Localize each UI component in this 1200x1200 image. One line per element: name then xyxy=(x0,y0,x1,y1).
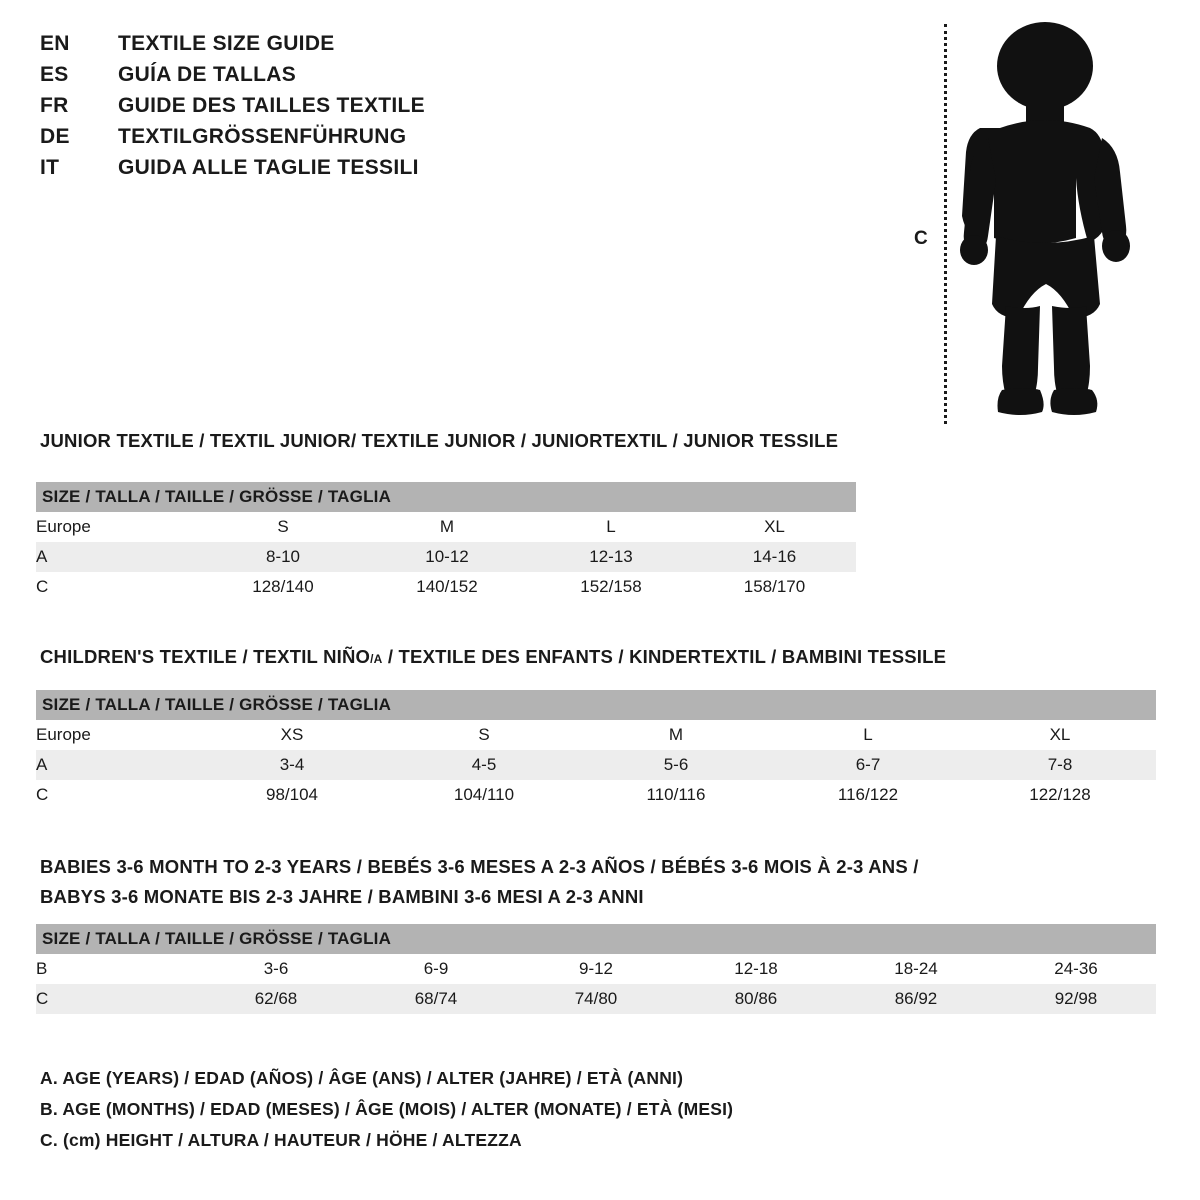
section-heading-babies-line1: BABIES 3-6 MONTH TO 2-3 YEARS / BEBÉS 3-6 MESES A 2-3 AÑOS / BÉBÉS 3-6 MOIS À 2-3 ANS / xyxy=(40,856,919,877)
junior-europe-2: L xyxy=(529,512,693,542)
legend-note-c: C. (cm) HEIGHT / ALTURA / HAUTEUR / HÖHE / ALTEZZA xyxy=(40,1130,522,1150)
table-row xyxy=(36,984,1156,1014)
language-title-it: GUIDA ALLE TAGLIE TESSILI xyxy=(118,156,419,179)
language-title-list xyxy=(40,32,740,187)
babies-b-0: 3-6 xyxy=(196,954,356,984)
legend-notes xyxy=(40,1068,1140,1161)
children-c-4: 122/128 xyxy=(964,780,1156,810)
children-europe-3: L xyxy=(772,720,964,750)
language-row xyxy=(40,32,740,63)
children-a-2: 5-6 xyxy=(580,750,772,780)
language-title-es: GUÍA DE TALLAS xyxy=(118,63,297,86)
children-c-1: 104/110 xyxy=(388,780,580,810)
legend-note-a: A. AGE (YEARS) / EDAD (AÑOS) / ÂGE (ANS) / ALTER (JAHRE) / ETÀ (ANNI) xyxy=(40,1068,684,1088)
babies-b-1: 6-9 xyxy=(356,954,516,984)
section-heading-children xyxy=(40,646,946,668)
junior-a-3: 14-16 xyxy=(693,542,856,572)
language-title-de: TEXTILGRÖSSENFÜHRUNG xyxy=(118,125,407,148)
babies-band-label: SIZE / TALLA / TAILLE / GRÖSSE / TAGLIA xyxy=(36,924,1156,954)
children-c-3: 116/122 xyxy=(772,780,964,810)
children-a-4: 7-8 xyxy=(964,750,1156,780)
height-measure-label: C xyxy=(914,228,928,249)
language-code-it: IT xyxy=(40,156,60,179)
junior-europe-1: M xyxy=(365,512,529,542)
babies-c-0: 62/68 xyxy=(196,984,356,1014)
children-c-2: 110/116 xyxy=(580,780,772,810)
section-heading-babies-line2: BABYS 3-6 MONATE BIS 2-3 JAHRE / BAMBINI 3-6 MESI A 2-3 ANNI xyxy=(40,886,644,907)
junior-europe-3: XL xyxy=(693,512,856,542)
table-row xyxy=(36,572,856,602)
children-europe-1: S xyxy=(388,720,580,750)
children-a-0: 3-4 xyxy=(196,750,388,780)
table-row xyxy=(36,720,1156,750)
measurement-figure xyxy=(900,10,1160,430)
children-a-3: 6-7 xyxy=(772,750,964,780)
children-band-label: SIZE / TALLA / TAILLE / GRÖSSE / TAGLIA xyxy=(36,690,1156,720)
children-row-europe-label: Europe xyxy=(36,720,196,750)
children-heading-post: / TEXTILE DES ENFANTS / KINDERTEXTIL / BAMBINI TESSILE xyxy=(382,646,947,667)
table-row xyxy=(36,780,1156,810)
junior-size-table xyxy=(36,482,856,602)
babies-row-b-label: B xyxy=(36,954,196,984)
babies-b-2: 9-12 xyxy=(516,954,676,984)
table-header-band xyxy=(36,690,1156,720)
children-row-c-label: C xyxy=(36,780,196,810)
babies-b-3: 12-18 xyxy=(676,954,836,984)
child-silhouette-icon xyxy=(950,18,1140,433)
legend-note-b: B. AGE (MONTHS) / EDAD (MESES) / ÂGE (MOIS) / ALTER (MONATE) / ETÀ (MESI) xyxy=(40,1099,734,1119)
children-heading-sub: /A xyxy=(370,652,383,666)
junior-a-0: 8-10 xyxy=(201,542,365,572)
junior-c-3: 158/170 xyxy=(693,572,856,602)
children-europe-0: XS xyxy=(196,720,388,750)
language-code-fr: FR xyxy=(40,94,69,117)
language-code-en: EN xyxy=(40,32,70,55)
language-code-es: ES xyxy=(40,63,69,86)
language-title-fr: GUIDE DES TAILLES TEXTILE xyxy=(118,94,425,117)
table-row xyxy=(36,750,1156,780)
language-code-de: DE xyxy=(40,125,70,148)
junior-a-1: 10-12 xyxy=(365,542,529,572)
babies-size-table xyxy=(36,924,1156,1014)
babies-c-5: 92/98 xyxy=(996,984,1156,1014)
babies-b-4: 18-24 xyxy=(836,954,996,984)
height-measure-line xyxy=(944,24,947,424)
babies-b-5: 24-36 xyxy=(996,954,1156,984)
children-europe-4: XL xyxy=(964,720,1156,750)
children-a-1: 4-5 xyxy=(388,750,580,780)
babies-row-c-label: C xyxy=(36,984,196,1014)
junior-band-label: SIZE / TALLA / TAILLE / GRÖSSE / TAGLIA xyxy=(36,482,856,512)
language-title-en: TEXTILE SIZE GUIDE xyxy=(118,32,335,55)
table-row xyxy=(36,542,856,572)
table-row xyxy=(36,512,856,542)
babies-c-2: 74/80 xyxy=(516,984,676,1014)
junior-row-a-label: A xyxy=(36,542,201,572)
language-row xyxy=(40,125,740,156)
junior-row-europe-label: Europe xyxy=(36,512,201,542)
section-heading-junior: JUNIOR TEXTILE / TEXTIL JUNIOR/ TEXTILE JUNIOR / JUNIORTEXTIL / JUNIOR TESSILE xyxy=(40,430,839,451)
language-row xyxy=(40,63,740,94)
table-row xyxy=(36,954,1156,984)
junior-c-1: 140/152 xyxy=(365,572,529,602)
junior-europe-0: S xyxy=(201,512,365,542)
table-header-band xyxy=(36,924,1156,954)
children-europe-2: M xyxy=(580,720,772,750)
junior-a-2: 12-13 xyxy=(529,542,693,572)
language-row xyxy=(40,94,740,125)
table-header-band xyxy=(36,482,856,512)
junior-c-0: 128/140 xyxy=(201,572,365,602)
babies-c-4: 86/92 xyxy=(836,984,996,1014)
children-c-0: 98/104 xyxy=(196,780,388,810)
babies-c-3: 80/86 xyxy=(676,984,836,1014)
language-row xyxy=(40,156,740,187)
babies-c-1: 68/74 xyxy=(356,984,516,1014)
junior-row-c-label: C xyxy=(36,572,201,602)
children-row-a-label: A xyxy=(36,750,196,780)
junior-c-2: 152/158 xyxy=(529,572,693,602)
children-size-table xyxy=(36,690,1156,810)
children-heading-pre: CHILDREN'S TEXTILE / TEXTIL NIÑO xyxy=(40,646,371,667)
